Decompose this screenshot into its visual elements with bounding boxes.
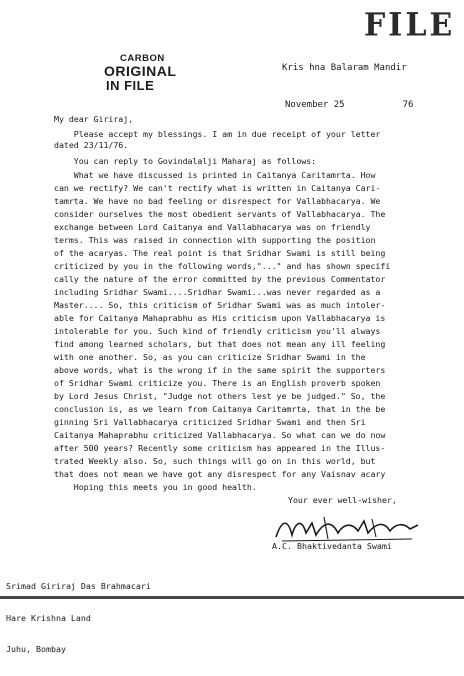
body-line: able for Caitanya Mahaprabhu as His criticism upon Vallabhacarya is bbox=[54, 313, 386, 323]
body-line: dated 23/11/76. bbox=[54, 140, 129, 150]
body-line: intolerable for you. Such kind of friendly criticism you'll always bbox=[54, 326, 381, 336]
recipient-address bbox=[6, 560, 151, 676]
recipient-line: Srimad Giriraj Das Brahmacari bbox=[6, 581, 151, 591]
body-line: can we rectify? We can't rectify what is written in Caitanya Cari- bbox=[54, 183, 381, 193]
letter-date bbox=[285, 100, 413, 110]
body-line: after 500 years? Recently some criticism has appeared in the Illus- bbox=[54, 443, 386, 453]
body-line: Please accept my blessings. I am in due receipt of your letter bbox=[54, 129, 381, 139]
body-line: consider ourselves the most obedient servants of Vallabhacarya. The bbox=[54, 209, 386, 219]
body-line: of the acaryas. The real point is that Sridhar Swami is still being bbox=[54, 248, 386, 258]
date-year: 76 bbox=[402, 100, 414, 110]
body-line: You can reply to Govindalalji Maharaj as follows: bbox=[54, 156, 317, 166]
body-line: trated Weekly also. So, such things will go on in this world, but bbox=[54, 456, 376, 466]
body-line: tamrta. We have no bad feeling or disrespect for Vallabhacarya. We bbox=[54, 196, 381, 206]
carbon-label: CARBON bbox=[120, 53, 165, 64]
in-file-label: IN FILE bbox=[106, 77, 155, 93]
body-line: of Sridhar Swami criticize you. There is an English proverb spoken bbox=[54, 378, 381, 388]
body-line: Master.... So, this criticism of Sridhar Swami was as much intoler- bbox=[54, 300, 386, 310]
body-line: conclusion is, as we learn from Caitanya Caritamrta, that in the be bbox=[54, 404, 386, 414]
recipient-line: Juhu, Bombay bbox=[6, 644, 66, 654]
body-line: with one another. So, as you can criticize Sridhar Swami in the bbox=[54, 352, 366, 362]
letter-place: Kris hna Balaram Mandir bbox=[282, 63, 407, 73]
body-line: criticized by you in the following words,"..." and has shown specifi bbox=[54, 261, 391, 271]
body-line: terms. This was raised in connection with supporting the position bbox=[54, 235, 376, 245]
body-line: My dear Giriraj, bbox=[54, 114, 134, 124]
body-line: exchange between Lord Caitanya and Vallabhacarya was on friendly bbox=[54, 222, 371, 232]
closing-line: Your ever well-wisher, bbox=[288, 495, 397, 505]
original-label: ORIGINAL bbox=[104, 62, 177, 79]
body-line: by Lord Jesus Christ, "Judge not others lest ye be judged." So, the bbox=[54, 391, 386, 401]
carbon-original-stamp bbox=[104, 54, 224, 92]
body-line: find among learned scholars, but that does not mean any ill feeling bbox=[54, 339, 386, 349]
body-line: Caitanya Mahaprabhu criticized Vallabhacarya. So what can we do now bbox=[54, 430, 386, 440]
body-line: cally the nature of the error committed by the previous Commentator bbox=[54, 274, 386, 284]
body-line: including Sridhar Swami....Sridhar Swami...was never regarded as a bbox=[54, 287, 381, 297]
body-line: that does not mean we have got any disrespect for any Vaisnav acary bbox=[54, 469, 386, 479]
body-line: ginning Sri Vallabhacarya criticized Sridhar Swami and then Sri bbox=[54, 417, 366, 427]
recipient-line: Hare Krishna Land bbox=[6, 612, 91, 623]
date-month-day: November 25 bbox=[285, 100, 345, 110]
body-line: Hoping this meets you in good health. bbox=[54, 482, 257, 492]
file-stamp: FILE bbox=[364, 7, 456, 44]
body-line: What we have discussed is printed in Caitanya Caritamrta. How bbox=[54, 170, 376, 180]
signatory-name: A.C. Bhaktivedanta Swami bbox=[272, 541, 392, 551]
body-line: above words, what is the wrong if in the same spirit the supporters bbox=[54, 365, 386, 375]
